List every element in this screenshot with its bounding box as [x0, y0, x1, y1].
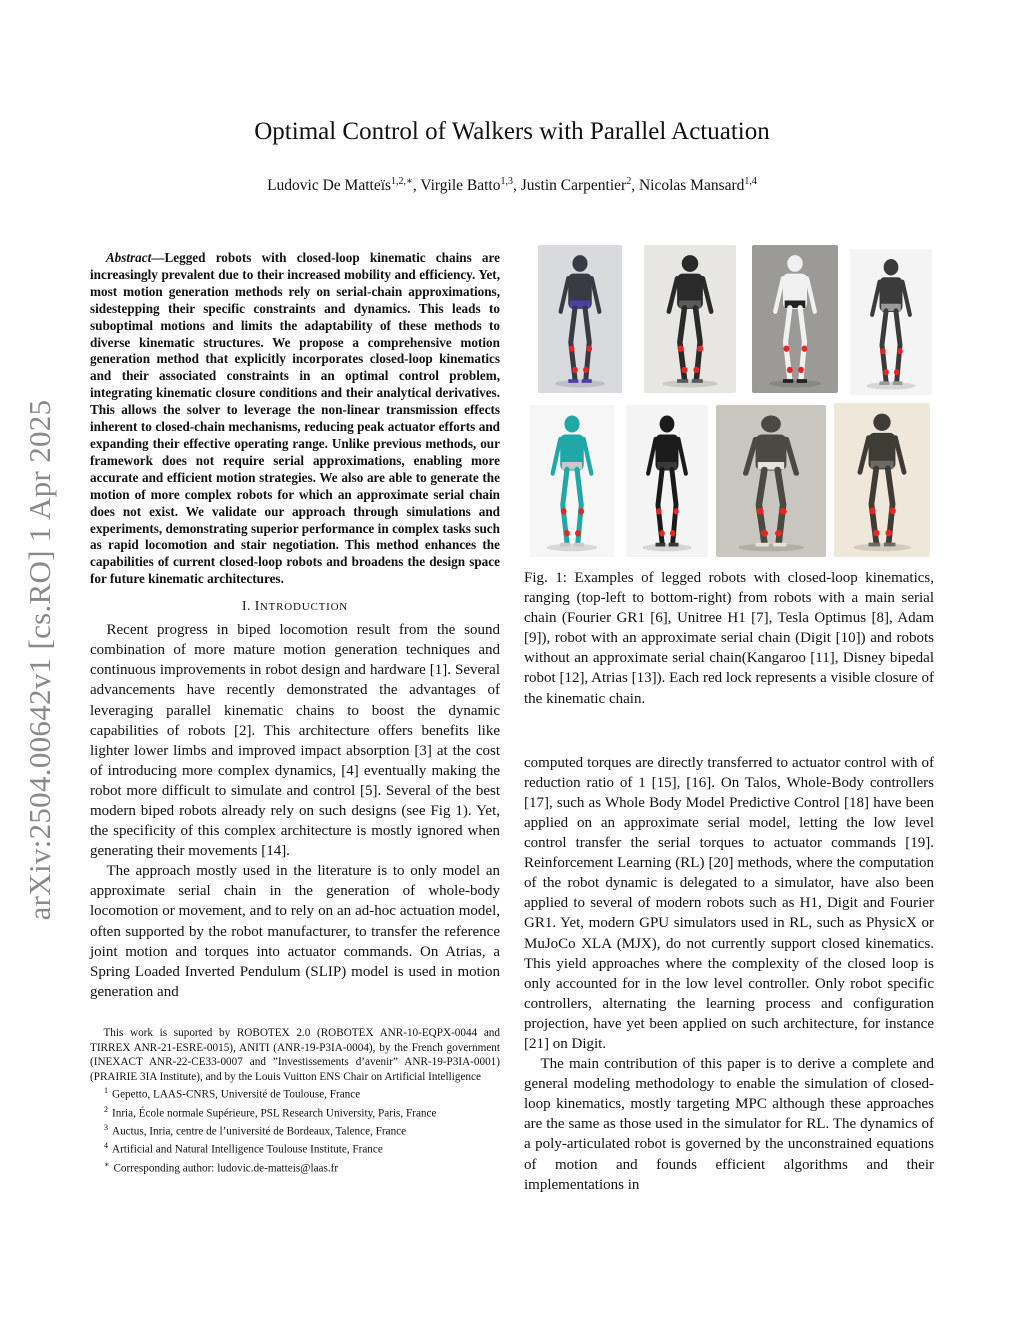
closed-loop-lock-marker: [678, 345, 684, 351]
closed-loop-lock-marker: [681, 367, 687, 373]
section-title-initial: I: [254, 598, 260, 614]
closed-loop-lock-marker: [883, 369, 889, 375]
ground-shadow: [853, 544, 911, 552]
closed-loop-lock-marker: [673, 508, 679, 514]
funding-note: This work is suported by ROBOTEX 2.0 (ROBOTEX ANR-10-EQPX-0044 and TIRREX ANR-21-ESRE-0015), ANITI (ANR-19-P3IA-0004), by the French government (INEXACT ANR-22-CE33-0007 and ”Investissements d’avenir” ANR-19-P3IA-0001) (PRAIRIE 3IA Institute), and by the Louis Vuitton ENS Chair on Artificial Intelligence: [90, 1026, 500, 1083]
closed-loop-lock-marker: [880, 348, 886, 354]
robot-illustration: [644, 245, 736, 393]
body-paragraph: The main contribution of this paper is to derive a complete and general modeling methodology to enable the simulation of closed-loop kinematics, mostly targeting MPC although these approaches are the same as those used in the simulator for RL. The dynamics of a poly-articulated robot is governed by the unconstrained equations of motion and founds efficient algorithms and their implementations in: [524, 1056, 934, 1193]
robot-photo-atrias: [834, 403, 930, 557]
robot-head: [660, 415, 675, 432]
abstract-label: Abstract: [105, 250, 152, 265]
closed-loop-lock-marker: [779, 508, 786, 514]
left-column: [90, 250, 500, 1176]
closed-loop-lock-marker: [697, 345, 703, 351]
robot-illustration: [716, 405, 826, 557]
author-list: Ludovic De Matteïs$^{1,2,∗}$, Virgile Batto$^{1,3}$, Justin Carpentier$^2$, Nicolas Mansard$^{1,4}$: [267, 176, 757, 194]
ground-shadow: [547, 544, 597, 552]
figure-1-caption: Fig. 1: Examples of legged robots with closed-loop kinematics, ranging (top-left to bottom-right) from robots with a main serial chain (Fourier GR1 [6], Unitree H1 [7], Tesla Optimus [8], Adam [9]), robot with an approximate serial chain (Digit [10]) and robots without an approximate serial chain(Kangaroo [11], Disney bipedal robot [12], Atrias [13]). Each red lock represents a visible closure of the kinematic chain.: [524, 570, 934, 707]
closed-loop-lock-marker: [693, 367, 699, 373]
robot-head: [873, 414, 890, 431]
author-name: Nicolas Mansard: [638, 177, 745, 194]
intro-paragraph: Recent progress in biped locomotion result from the sound combination of more mature motion generation techniques and continuous improvements in robot design and hardware [1]. Several advancements have recently demonstrated the advantages of leveraging parallel kinematic chains to boost the dynamic capabilities of robots [2]. This architecture offers benefits like lighter lower limbs and improved impact absorption [3] at the cost of introducing more complex dynamics, [4] eventually making the robot more difficult to simulate and control [5]. Several of the best modern biped robots already rely on such designs (see Fig 1). Yet, the specificity of this complex architecture is mostly ignored when generating their movements [14].: [90, 622, 500, 860]
author-affiliation-mark: 1,4: [744, 176, 757, 187]
closed-loop-lock-marker: [869, 508, 876, 515]
author-affiliation-mark: 2: [626, 176, 632, 187]
robot-head: [572, 255, 587, 272]
paper-title: Optimal Control of Walkers with Parallel Actuation: [254, 118, 770, 145]
closed-loop-lock-marker: [578, 508, 584, 514]
affiliation-footnote: $^1$ Gepetto, LAAS-CNRS, Université de Toulouse, France: [104, 1086, 361, 1102]
closed-loop-lock-marker: [889, 508, 896, 515]
closed-loop-lock-marker: [575, 530, 581, 536]
section-heading-introduction: [90, 598, 500, 614]
closed-loop-lock-marker: [656, 508, 662, 514]
affiliation-footnote: $^2$ Inria, École normale Supérieure, PSL Research University, Paris, France: [104, 1104, 437, 1120]
author-affiliation-mark: 1,2,∗: [391, 176, 413, 187]
closed-loop-lock-marker: [583, 367, 589, 373]
closed-loop-lock-marker: [787, 367, 793, 373]
abstract: [90, 250, 500, 588]
closed-loop-lock-marker: [756, 508, 763, 514]
robot-photo-tesla-optimus: [752, 245, 838, 393]
robot-head: [884, 259, 899, 275]
affiliation-footnote: $^3$ Auctus, Inria, centre de l’université de Bordeaux, Talence, France: [104, 1122, 407, 1138]
closed-loop-lock-marker: [783, 345, 789, 351]
closed-loop-lock-marker: [572, 367, 578, 373]
robot-illustration: [752, 245, 838, 393]
closed-loop-lock-marker: [802, 345, 808, 351]
ground-shadow: [866, 382, 915, 389]
author-name: Justin Carpentier: [520, 177, 627, 194]
closed-loop-lock-marker: [885, 530, 892, 537]
robot-photo-fourier-gr1: [538, 245, 622, 393]
robot-photo-unitree-h1: [644, 245, 736, 393]
closed-loop-lock-marker: [761, 530, 768, 536]
robot-head: [761, 415, 781, 432]
closed-loop-lock-marker: [564, 530, 570, 536]
robot-illustration: [626, 405, 708, 557]
closed-loop-lock-marker: [775, 530, 782, 536]
robot-illustration: [530, 405, 614, 557]
closed-loop-lock-marker: [561, 508, 567, 514]
abstract-dash: —: [151, 250, 165, 265]
closed-loop-lock-marker: [586, 345, 592, 351]
closed-loop-lock-marker: [798, 367, 804, 373]
ground-shadow: [662, 380, 717, 387]
section-title-rest: NTRODUCTION: [259, 601, 349, 614]
robot-photo-adam: [850, 249, 932, 395]
author-affiliation-mark: 1,3: [500, 176, 513, 187]
ground-shadow: [555, 380, 605, 387]
robot-head: [564, 415, 579, 432]
author-name: Virgile Batto: [420, 177, 501, 194]
corresponding-author-footnote: ∗ Corresponding author: ludovic.de-matteis@laas.fr: [104, 1159, 339, 1175]
author-name: Ludovic De Matteïs: [267, 177, 392, 194]
robot-illustration: [850, 249, 932, 395]
robot-head: [787, 255, 802, 272]
right-column: [524, 568, 934, 1195]
robot-photo-digit: [530, 405, 614, 557]
robot-photo-kangaroo: [626, 405, 708, 557]
ground-shadow: [769, 380, 821, 387]
ground-shadow: [642, 544, 691, 552]
closed-loop-lock-marker: [873, 530, 880, 537]
section-number: I.: [241, 598, 251, 614]
closed-loop-lock-marker: [897, 348, 903, 354]
footnotes: [90, 1026, 500, 1176]
closed-loop-lock-marker: [659, 530, 665, 536]
ground-shadow: [738, 544, 804, 552]
closed-loop-lock-marker: [569, 345, 575, 351]
figure-1: [530, 243, 930, 558]
robot-photo-disney-bipedal: [716, 405, 826, 557]
robot-illustration: [538, 245, 622, 393]
affiliation-footnote: $^4$ Artificial and Natural Intelligence Toulouse Institute, France: [104, 1141, 383, 1156]
body-paragraph: computed torques are directly transferred to actuator control with of reduction ratio of 1 [15], [16]. On Talos, Whole-Body controllers [17], such as Whole Body Model Predictive Control [18] have been applied on an approximate serial model, letting the low level control transfer the serial torques to actuator commands [19]. Reinforcement Learning (RL) [20] methods, where the computation of the robot dynamic is delegated to a simulator, have also been applied to several of modern robots such as H1, Digit and Fourier GR1. Yet, modern GPU simulators used in RL, such as PhysicX or MuJoCo XLA (MJX), do not currently support closed kinematics. This yield approaches where the complexity of the closed loop is only accounted for in the low level controller. Only robot specific controllers, alternating the learning process and configuration projection, have yet been applied on such architecture, for instance [21] on Digit.: [524, 754, 934, 1052]
robot-head: [682, 255, 699, 272]
closed-loop-lock-marker: [670, 530, 676, 536]
robot-illustration: [834, 403, 930, 557]
closed-loop-lock-marker: [894, 369, 900, 375]
arxiv-side-stamp: arXiv:2504.00642v1 [cs.RO] 1 Apr 2025: [22, 399, 57, 921]
abstract-text: Legged robots with closed-loop kinematic chains are increasingly prevalent due to their increased mobility and efficiency. Yet, most motion generation methods rely on serial-chain approximations, sidestepping their specific constraints and dynamics. This leads to suboptimal motions and limits the adaptability of these methods to diverse kinematic structures. We propose a comprehensive motion generation method that explicitly incorporates closed-loop kinematics and their associated constraints in an optimal control problem, integrating kinematic closure conditions and their analytical derivatives. This allows the solver to leverage the non-linear transmission effects inherent to closed-chain mechanisms, reducing peak actuator efforts and expanding their effective operating range. Unlike previous methods, our framework does not require serial approximations, enabling more accurate and efficient motion strategies. We also are able to generate the motion of more complex robots for which an approximate serial chain does not exist. We validate our approach through simulations and experiments, demonstrating superior performance in complex tasks such as rapid locomotion and stair negotiation. This method enhances the capabilities of current closed-loop robots and broadens the design space for future kinematic architectures.: [90, 250, 500, 587]
intro-paragraph: The approach mostly used in the literature is to only model an approximate serial chain in the generation of whole-body locomotion or movement, and to rely on an ad-hoc actuation model, often supported by the robot manufacturer, to transfer the reference joint motion and torques into actuator commands. On Atrias, a Spring Loaded Inverted Pendulum (SLIP) model is used in motion generation and: [90, 863, 500, 1000]
